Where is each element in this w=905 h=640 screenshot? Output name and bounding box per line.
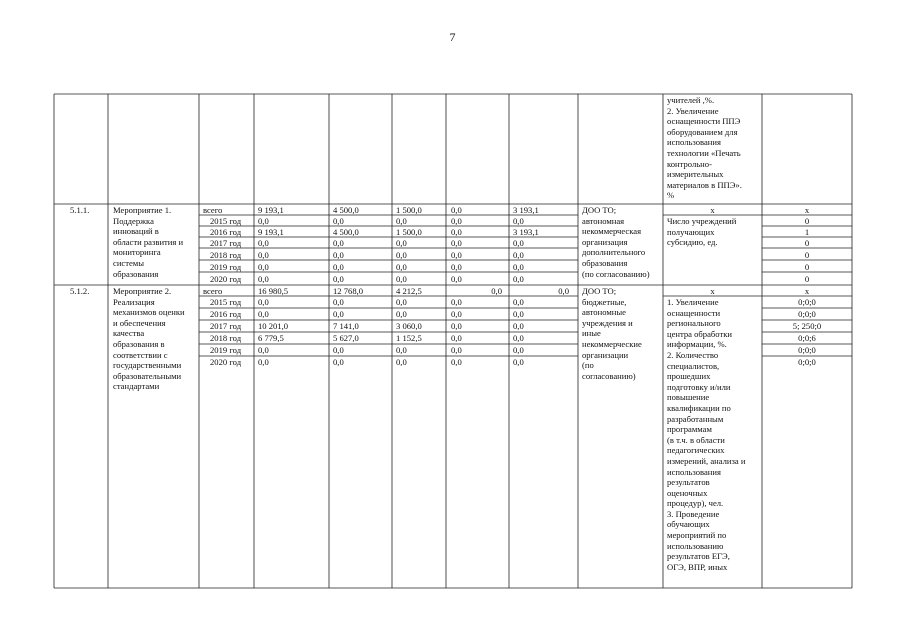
indicator-placeholder: х: [710, 205, 715, 215]
amount-total: 0,0: [258, 216, 269, 226]
year-label: 2015 год: [210, 297, 242, 307]
amount-local: 0,0: [451, 216, 462, 226]
year-label: 2019 год: [210, 345, 242, 355]
amount-regional: 0,0: [333, 345, 344, 355]
amount-total: 0,0: [258, 238, 269, 248]
executor-line: иные: [582, 328, 601, 339]
amount-local: 0,0: [451, 309, 462, 319]
indicator-line: %: [667, 190, 675, 201]
executor-line: согласованию): [582, 370, 636, 381]
activity-name-line: соответствии с: [113, 349, 168, 360]
amount-total: 0,0: [258, 297, 269, 307]
activity-name-line: образования в: [113, 338, 165, 349]
amount-federal: 0,0: [396, 309, 407, 319]
amount-federal: 0,0: [396, 274, 407, 284]
indicator-line: оценочных: [667, 487, 708, 498]
indicator-value: 1: [804, 227, 810, 237]
activity-name-line: области развития и: [113, 236, 184, 247]
amount-other: 3 193,1: [513, 205, 539, 215]
indicator-line: измерительных: [667, 169, 724, 180]
amount-other: 0,0: [513, 297, 524, 307]
amount-other: 0,0: [513, 345, 524, 355]
indicator-line: результатов ЕГЭ,: [667, 551, 730, 562]
amount-federal: 3 060,0: [396, 321, 422, 331]
indicator-value: 0: [804, 250, 810, 260]
indicator-line: мероприятий по: [667, 530, 727, 541]
indicator-value: 0;0;0: [798, 345, 816, 355]
amount-total: 6 779,5: [258, 333, 284, 343]
indicator-value: 0: [804, 274, 810, 284]
indicator-line: Число учреждений: [667, 216, 737, 226]
amount-local: 0,0: [451, 274, 462, 284]
executor-line: образования: [582, 257, 628, 268]
year-label: 2018 год: [210, 333, 242, 343]
indicator-line: подготовку и/или: [667, 381, 731, 392]
activity-name-line: Мероприятие 1.: [113, 205, 172, 215]
amount-regional: 0,0: [333, 262, 344, 272]
activity-name: [113, 286, 185, 392]
amount-other: 0,0: [513, 262, 524, 272]
indicator-line: использования: [667, 466, 721, 477]
amount-federal: 1 152,5: [396, 333, 422, 343]
executor-line: организации: [582, 349, 629, 360]
executor-line: автономные: [582, 307, 626, 318]
amount-total: 9 193,1: [258, 205, 284, 215]
amount-total: 10 201,0: [258, 321, 289, 331]
amount-federal: 4 212,5: [396, 286, 422, 296]
amount-total: 0,0: [258, 274, 269, 284]
indicator-value: 5; 250;0: [792, 321, 822, 331]
amount-regional: 0,0: [333, 357, 344, 367]
amount-local: 0,0: [451, 357, 462, 367]
activity-name-line: инноваций в: [113, 226, 159, 237]
indicator-line: специалистов,: [667, 360, 720, 371]
indicator-line: материалов в ППЭ».: [667, 179, 742, 190]
year-label: всего: [203, 286, 223, 296]
indicator-line: использования: [667, 137, 721, 148]
indicator-line: учителей ,%.: [667, 95, 715, 105]
indicator-line: повышение: [667, 392, 710, 403]
activity-name-line: Мероприятие 2.: [113, 286, 172, 296]
amount-federal: 0,0: [396, 238, 407, 248]
value-placeholder: х: [804, 205, 810, 215]
indicator-line: получающих: [667, 226, 715, 237]
activity-name-line: Реализация: [113, 296, 155, 307]
indicator-line: ОГЭ, ВПР, иных: [667, 561, 728, 572]
amount-federal: 1 500,0: [396, 205, 422, 215]
indicator-value: 0;0;0: [798, 357, 816, 367]
executor-line: организация: [582, 236, 628, 247]
indicator-line: центра обработки: [667, 328, 732, 339]
activity-name-line: механизмов оценки: [113, 307, 185, 318]
indicator-line: 3. Проведение: [667, 508, 720, 519]
amount-local: 0,0: [491, 286, 502, 296]
amount-regional: 4 500,0: [333, 227, 359, 237]
executor-line: некоммерческие: [582, 338, 642, 349]
activity-name-line: образования: [113, 268, 159, 279]
amount-other: 0,0: [558, 286, 569, 296]
amount-regional: 0,0: [333, 238, 344, 248]
amount-other: 0,0: [513, 321, 524, 331]
amount-other: 0,0: [513, 216, 524, 226]
activity-name-line: и обеспечения: [113, 317, 166, 328]
indicator-text: [667, 297, 745, 572]
indicator-line: использованию: [667, 540, 724, 551]
activity-name-line: качества: [113, 328, 145, 339]
amount-other: 0,0: [513, 357, 524, 367]
year-label: всего: [203, 205, 223, 215]
amount-other: 0,0: [513, 333, 524, 343]
amount-local: 0,0: [451, 321, 462, 331]
indicator-line: измерений, анализа и: [667, 455, 746, 466]
year-label: 2020 год: [210, 357, 242, 367]
activity-name-line: образовательными: [113, 370, 182, 381]
amount-federal: 1 500,0: [396, 227, 422, 237]
amount-federal: 0,0: [396, 250, 407, 260]
indicator-text: [667, 216, 736, 248]
amount-regional: 0,0: [333, 250, 344, 260]
page-number: 7: [449, 30, 456, 44]
indicator-placeholder: х: [710, 286, 715, 296]
activity-name-line: системы: [113, 257, 145, 268]
row-number: 5.1.2.: [70, 286, 90, 296]
amount-total: 0,0: [258, 357, 269, 367]
amount-federal: 0,0: [396, 262, 407, 272]
indicator-line: обучающих: [667, 519, 710, 530]
executor-line: учреждения и: [582, 317, 633, 328]
indicator-line: процедур), чел.: [667, 498, 724, 509]
amount-regional: 5 627,0: [333, 333, 359, 343]
indicator-line: 2. Увеличение: [667, 105, 719, 116]
executor-line: некоммерческая: [582, 226, 642, 237]
indicator-line: педагогических: [667, 445, 725, 456]
executor: [582, 286, 642, 381]
amount-regional: 0,0: [333, 216, 344, 226]
indicator-line: результатов: [667, 477, 710, 488]
indicator-value: 0: [804, 262, 810, 272]
amount-other: 0,0: [513, 238, 524, 248]
year-label: 2017 год: [210, 238, 242, 248]
indicator-line: оснащенности: [667, 307, 721, 318]
amount-total: 16 980,5: [258, 286, 289, 296]
amount-total: 0,0: [258, 345, 269, 355]
year-label: 2016 год: [210, 309, 242, 319]
activity-name-line: мониторинга: [113, 247, 161, 258]
indicator-line: прошедших: [667, 371, 711, 382]
indicator-line: 2. Количество: [667, 349, 719, 360]
indicator-line: регионального: [667, 318, 721, 329]
amount-federal: 0,0: [396, 345, 407, 355]
top-indicator-text: [667, 95, 742, 201]
amount-local: 0,0: [451, 238, 462, 248]
indicator-line: разработанным: [667, 413, 724, 424]
amount-total: 0,0: [258, 309, 269, 319]
indicator-line: (в т.ч. в области: [667, 434, 725, 445]
amount-federal: 0,0: [396, 357, 407, 367]
amount-regional: 4 500,0: [333, 205, 359, 215]
year-label: 2018 год: [210, 250, 242, 260]
activity-name-line: Поддержка: [113, 215, 154, 226]
amount-local: 0,0: [451, 262, 462, 272]
indicator-value: 0;0;0: [798, 309, 816, 319]
amount-local: 0,0: [451, 227, 462, 237]
executor-line: бюджетные,: [582, 296, 627, 307]
indicator-line: оборудованием для: [667, 126, 738, 137]
amount-local: 0,0: [451, 333, 462, 343]
amount-regional: 0,0: [333, 274, 344, 284]
amount-federal: 0,0: [396, 216, 407, 226]
amount-federal: 0,0: [396, 297, 407, 307]
amount-total: 0,0: [258, 262, 269, 272]
amount-other: 0,0: [513, 250, 524, 260]
indicator-line: квалификации по: [667, 402, 731, 413]
amount-other: 0,0: [513, 309, 524, 319]
activity-name-line: государственными: [113, 360, 182, 371]
amount-local: 0,0: [451, 297, 462, 307]
executor-line: дополнительного: [582, 247, 646, 258]
amount-regional: 0,0: [333, 297, 344, 307]
indicator-value: 0;0;6: [798, 333, 816, 343]
indicator-line: субсидию, ед.: [667, 237, 718, 248]
value-placeholder: х: [804, 286, 810, 296]
amount-other: 3 193,1: [513, 227, 539, 237]
indicator-value: 0: [804, 238, 810, 248]
indicator-value: 0;0;0: [798, 297, 816, 307]
executor: [582, 205, 650, 279]
indicator-line: технологии «Печать: [667, 147, 741, 158]
year-label: 2015 год: [210, 216, 242, 226]
indicator-line: оснащенности ППЭ: [667, 116, 741, 127]
activity-name: [113, 205, 183, 279]
executor-line: (по согласованию): [582, 268, 650, 279]
year-label: 2020 год: [210, 274, 242, 284]
year-label: 2016 год: [210, 227, 242, 237]
executor-line: (по: [582, 360, 594, 371]
amount-regional: 7 141,0: [333, 321, 359, 331]
amount-local: 0,0: [451, 250, 462, 260]
amount-local: 0,0: [451, 205, 462, 215]
indicator-line: информации, %.: [667, 339, 727, 350]
executor-line: автономная: [582, 215, 625, 226]
amount-total: 9 193,1: [258, 227, 284, 237]
amount-other: 0,0: [513, 274, 524, 284]
executor-line: ДОО ТО;: [582, 286, 617, 296]
indicator-line: 1. Увеличение: [667, 297, 719, 307]
indicator-line: контрольно-: [667, 158, 712, 169]
indicator-value: 0: [804, 216, 810, 226]
amount-local: 0,0: [451, 345, 462, 355]
year-label: 2017 год: [210, 321, 242, 331]
amount-total: 0,0: [258, 250, 269, 260]
indicator-line: программам: [667, 424, 712, 435]
amount-regional: 0,0: [333, 309, 344, 319]
activity-name-line: стандартами: [113, 381, 160, 392]
amount-regional: 12 768,0: [333, 286, 364, 296]
year-label: 2019 год: [210, 262, 242, 272]
executor-line: ДОО ТО;: [582, 205, 617, 215]
row-number: 5.1.1.: [70, 205, 90, 215]
